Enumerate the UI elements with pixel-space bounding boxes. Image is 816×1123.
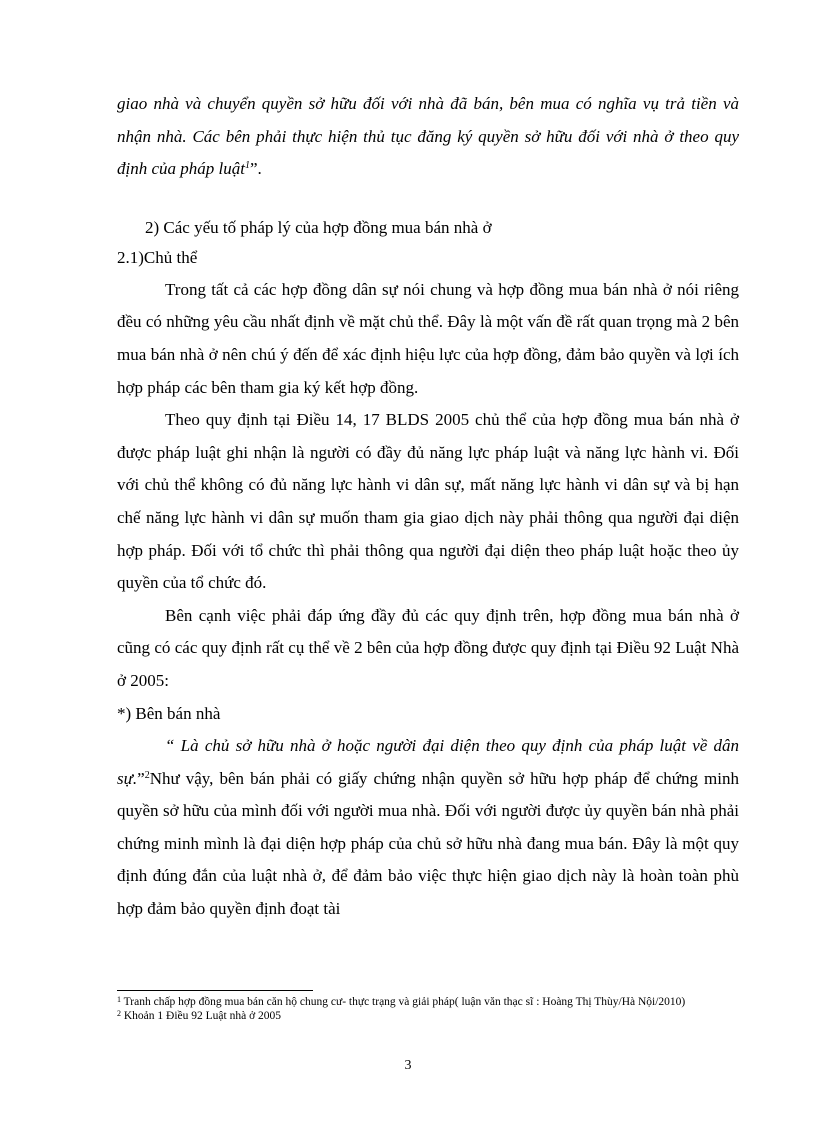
footnotes [117,996,739,1023]
paragraph: Bên cạnh việc phải đáp ứng đầy đủ các quy định trên, hợp đồng mua bán nhà ở cũng có các quy định rất cụ thể về 2 bên của hợp đồng được quy định tại Điều 92 Luật Nhà ở 2005: [117,605,739,690]
footnote-ref-2[interactable]: 2 [144,769,150,781]
continuation-text: giao nhà và chuyển quyền sở hữu đối với nhà đã bán, bên mua có nghĩa vụ trả tiền và nhận nhà. Các bên phải thực hiện thủ tục đăng ký quyền sở hữu đối với nhà ở theo quy định của pháp luật [117,94,739,179]
footnote-text: Khoản 1 Điều 92 Luật nhà ở 2005 [121,1009,282,1022]
footnote-item [117,996,739,1010]
footnote-text: Tranh chấp hợp đồng mua bán căn hộ chung cư- thực trạng và giải pháp( luận văn thạc sĩ : Hoàng Thị Thùy/Hà Nội/2010) [121,996,686,1008]
footnote-mark: 1 [117,995,121,1004]
footnote-ref-1[interactable]: 1 [244,160,250,172]
seller-paragraph [117,730,739,926]
footnote-mark: 2 [117,1008,121,1018]
paragraph: Theo quy định tại Điều 14, 17 BLDS 2005 chủ thể của hợp đồng mua bán nhà ở được pháp luật ghi nhận là người có đầy đủ năng lực pháp luật và năng lực hành vi. Đối với chủ thể không có đủ năng lực hành vi dân sự, mất năng lực hành vi dân sự và bị hạn chế năng lực hành vi dân sự muốn tham gia giao dịch này phải thông qua người đại diện hợp pháp. Đối với tổ chức thì phải thông qua người đại diện theo pháp luật hoặc theo ủy quyền của tổ chức đó. [117,410,739,593]
continuation-tail: ”. [249,159,262,179]
seller-heading: *) Bên bán nhà [117,703,221,723]
seller-quote-close: ” [137,768,145,788]
section-heading: 2) Các yếu tố pháp lý của hợp đồng mua bán nhà ở [145,217,492,237]
document-body [117,88,739,926]
paragraph: Trong tất cả các hợp đồng dân sự nói chung và hợp đồng mua bán nhà ở nói riêng đều có những yêu cầu nhất định về mặt chủ thể. Đây là một vấn đề rất quan trọng mà 2 bên mua bán nhà ở nên chú ý đến để xác định hiệu lực của hợp đồng, đảm bảo quyền và lợi ích hợp pháp các bên tham gia ký kết hợp đồng. [117,279,739,397]
page-number: 3 [404,1058,412,1073]
continuation-paragraph [117,88,739,186]
footnote-item [117,1010,739,1024]
seller-quote: “ Là chủ sở hữu nhà ở hoặc người đại diện theo quy định của pháp luật về dân sự. [117,736,739,788]
subsection-heading: 2.1)Chủ thể [117,247,198,267]
seller-text: Như vậy, bên bán phải có giấy chứng nhận quyền sở hữu hợp pháp để chứng minh quyền sở hữu của mình đối với người mua nhà. Đối với người được ủy quyền bán nhà phải chứng minh mình là đại diện hợp pháp của chủ sở hữu nhà đang mua bán. Đây là một quy định đúng đắn của luật nhà ở, để đảm bảo việc thực hiện giao dịch này là hoàn toàn phù hợp đảm bảo quyền định đoạt tài [117,768,739,919]
footnote-separator [117,990,313,991]
